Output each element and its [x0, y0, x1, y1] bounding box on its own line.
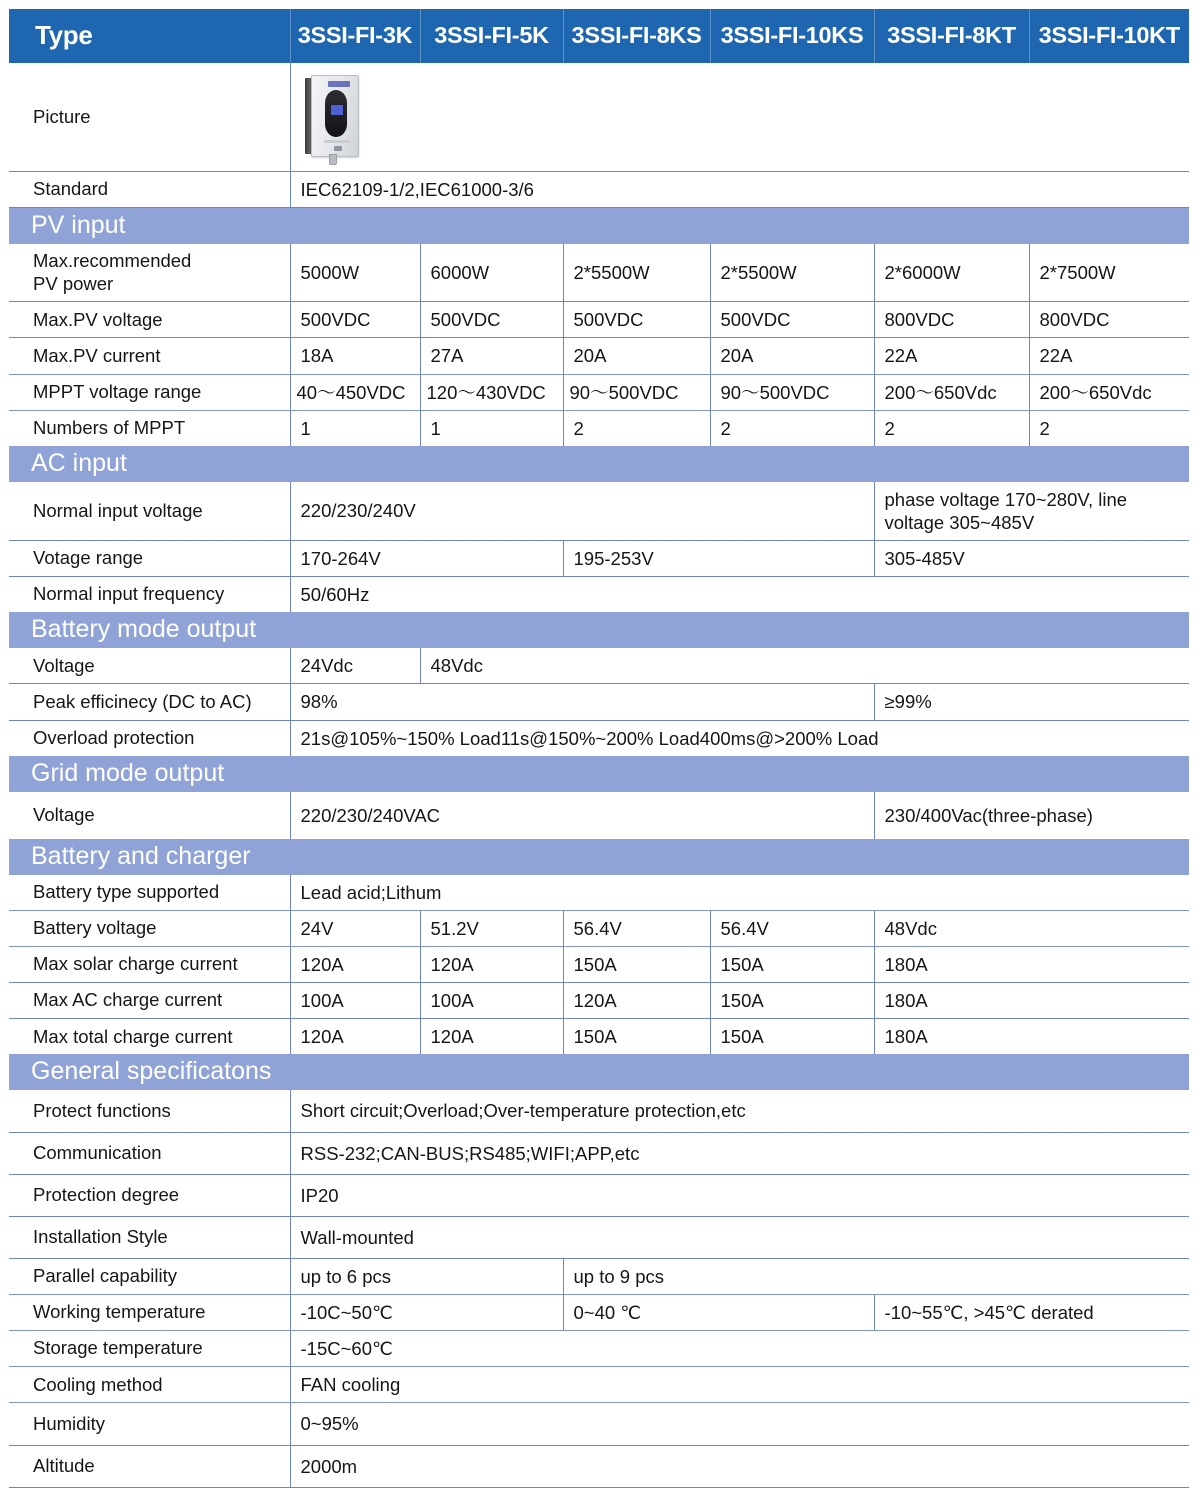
section-header-battery-mode-output: [9, 612, 1189, 648]
cell-value: 20A: [563, 338, 710, 374]
cell-value: 150A: [710, 983, 874, 1019]
row-label-normal-input-frequency: Normal input frequency: [9, 577, 290, 613]
cell-value: -10~55℃, >45℃ derated: [874, 1295, 1189, 1331]
section-title-grid-mode-output: Grid mode output: [9, 756, 1189, 792]
cell-value: 220/230/240VAC: [290, 792, 874, 839]
cell-value: 22A: [874, 338, 1029, 374]
cell-value: 40～450VDC: [290, 374, 420, 410]
row-label-overload-protection: Overload protection: [9, 720, 290, 756]
row-label-protect-functions: Protect functions: [9, 1090, 290, 1132]
table-row: [9, 374, 1189, 410]
section-title-battery-mode-output: Battery mode output: [9, 612, 1189, 648]
cell-value: 2000m: [290, 1445, 1189, 1487]
cell-value: 180A: [884, 1026, 928, 1048]
row-label-battery-voltage: Battery voltage: [9, 910, 290, 946]
cell-value: up to 6 pcs: [290, 1258, 563, 1294]
table-row: [9, 1403, 1189, 1445]
table-row: [9, 792, 1189, 839]
row-label-normal-input-voltage: Normal input voltage: [9, 482, 290, 541]
cell-value: 2: [710, 410, 874, 446]
row-label-parallel-capability: Parallel capability: [9, 1258, 290, 1294]
cell-value: RSS-232;CAN-BUS;RS485;WIFI;APP,etc: [290, 1132, 1189, 1174]
cell-value: 200～650Vdc: [1029, 374, 1189, 410]
table-row: [9, 1174, 1189, 1216]
row-label-storage-temperature: Storage temperature: [9, 1331, 290, 1367]
cell-value: 1: [420, 410, 563, 446]
cell-value: 20A: [710, 338, 874, 374]
cell-value: 0~95%: [290, 1403, 1189, 1445]
cell-value: 800VDC: [874, 302, 1029, 338]
cell-value: 48Vdc: [874, 910, 1189, 946]
table-row: [9, 410, 1189, 446]
table-row: [9, 482, 1189, 541]
table-row: [9, 302, 1189, 338]
cell-value: Wall-mounted: [290, 1216, 1189, 1258]
cell-value: 195-253V: [563, 541, 874, 577]
table-row: [9, 1331, 1189, 1367]
row-label-installation-style: Installation Style: [9, 1216, 290, 1258]
header-model-4: 3SSI-FI-10KS: [710, 9, 874, 63]
cell-value: 150A: [563, 1019, 710, 1055]
cell-value: 90～500VDC: [710, 374, 874, 410]
table-row: [9, 1367, 1189, 1403]
inverter-product-icon: [305, 75, 361, 159]
cell-value: Lead acid;Lithum: [290, 875, 1189, 911]
row-label-grid-voltage: Voltage: [9, 792, 290, 839]
section-title-ac-input: AC input: [9, 446, 1189, 482]
table-row: [9, 244, 1189, 302]
section-header-pv-input: [9, 208, 1189, 245]
row-label-max-total-charge-current: Max total charge current: [9, 1019, 290, 1055]
section-header-grid-mode-output: [9, 756, 1189, 792]
cell-value: 1: [290, 410, 420, 446]
cell-value: 120A: [290, 947, 420, 983]
cell-value: 48Vdc: [420, 648, 1189, 684]
table-header-row: [9, 9, 1189, 63]
cell-value: 2*6000W: [874, 244, 1029, 302]
cell-value: 22A: [1029, 338, 1189, 374]
cell-value: 24Vdc: [290, 648, 420, 684]
table-row: [9, 910, 1189, 946]
cell-value: 90～500VDC: [563, 374, 710, 410]
specification-table: [9, 9, 1189, 1488]
cell-value: 120A: [290, 1019, 420, 1055]
row-label-altitude: Altitude: [9, 1445, 290, 1487]
cell-value: 305-485V: [874, 541, 1189, 577]
section-header-general-specifications: [9, 1054, 1189, 1090]
table-row: [9, 648, 1189, 684]
cell-value: 2*7500W: [1029, 244, 1189, 302]
row-label-max-ac-charge-current: Max AC charge current: [9, 983, 290, 1019]
row-label-protection-degree: Protection degree: [9, 1174, 290, 1216]
cell-value: 180A: [874, 947, 1189, 983]
row-label-humidity: Humidity: [9, 1403, 290, 1445]
cell-value: 180A: [874, 983, 1189, 1019]
cell-value: 120A: [563, 983, 710, 1019]
cell-value: 220/230/240V: [290, 482, 874, 541]
table-row: [9, 1019, 1189, 1055]
cell-value: 150A: [563, 947, 710, 983]
row-label-max-solar-charge-current: Max solar charge current: [9, 947, 290, 983]
section-title-battery-and-charger: Battery and charger: [9, 839, 1189, 875]
cell-value: 21s@105%~150% Load11s@150%~200% Load400ms@>200% Load: [300, 727, 879, 749]
row-label-votage-range: Votage range: [9, 541, 290, 577]
cell-value: 100A: [290, 983, 420, 1019]
cell-value: ≥99%: [874, 684, 1189, 720]
table-row: [9, 338, 1189, 374]
header-type-label: Type: [9, 9, 290, 63]
row-label-cooling-method: Cooling method: [9, 1367, 290, 1403]
row-label-communication: Communication: [9, 1132, 290, 1174]
row-standard: [9, 172, 1189, 208]
cell-value: 2: [1039, 417, 1050, 439]
cell-value: up to 9 pcs: [563, 1258, 1189, 1294]
cell-value: 100A: [420, 983, 563, 1019]
table-row: [9, 1258, 1189, 1294]
cell-value: 56.4V: [710, 910, 874, 946]
table-row: [9, 1216, 1189, 1258]
header-model-1: 3SSI-FI-3K: [290, 9, 420, 63]
cell-value: 170-264V: [290, 541, 563, 577]
section-header-battery-and-charger: [9, 839, 1189, 875]
cell-value: 18A: [290, 338, 420, 374]
section-title-general-specifications: General specificatons: [9, 1054, 1189, 1090]
cell-value: 51.2V: [420, 910, 563, 946]
row-label-battery-voltage-output: Voltage: [9, 648, 290, 684]
cell-value: 2: [874, 410, 1029, 446]
table-row: [9, 1445, 1189, 1487]
cell-value: 500VDC: [290, 302, 420, 338]
cell-value: IP20: [290, 1174, 1189, 1216]
header-model-5: 3SSI-FI-8KT: [874, 9, 1029, 63]
row-label-peak-efficiency: Peak efficinecy (DC to AC): [9, 684, 290, 720]
cell-value: FAN cooling: [290, 1367, 1189, 1403]
cell-value: 150A: [710, 1019, 874, 1055]
table-row: [9, 720, 1189, 756]
cell-value: 2: [563, 410, 710, 446]
cell-value: 5000W: [290, 244, 420, 302]
header-model-2: 3SSI-FI-5K: [420, 9, 563, 63]
cell-value: 27A: [420, 338, 563, 374]
cell-value: 120～430VDC: [420, 374, 563, 410]
table-row: [9, 947, 1189, 983]
row-value-standard: IEC62109-1/2,IEC61000-3/6: [290, 172, 1189, 208]
row-label-working-temperature: Working temperature: [9, 1295, 290, 1331]
cell-value: 98%: [290, 684, 874, 720]
cell-value: Short circuit;Overload;Over-temperature protection,etc: [290, 1090, 1189, 1132]
cell-value: 50/60Hz: [300, 584, 370, 606]
cell-value: -15C~60℃: [290, 1331, 1189, 1367]
row-label-mppt-voltage-range: MPPT voltage range: [9, 374, 290, 410]
header-model-3: 3SSI-FI-8KS: [563, 9, 710, 63]
cell-value: 0~40 ℃: [563, 1295, 874, 1331]
row-label-battery-type-supported: Battery type supported: [9, 875, 290, 911]
cell-value: 500VDC: [563, 302, 710, 338]
product-picture-cell: [290, 63, 1189, 172]
table-row: [9, 577, 1189, 613]
cell-value: 500VDC: [420, 302, 563, 338]
cell-value: 2*5500W: [563, 244, 710, 302]
table-row: [9, 983, 1189, 1019]
cell-value: phase voltage 170~280V, line voltage 305~485V: [874, 482, 1189, 541]
cell-value: 800VDC: [1029, 302, 1189, 338]
section-header-ac-input: [9, 446, 1189, 482]
cell-value: 56.4V: [563, 910, 710, 946]
cell-value: 24V: [290, 910, 420, 946]
row-label-picture: Picture: [9, 63, 290, 172]
cell-value: 500VDC: [710, 302, 874, 338]
table-row: [9, 1295, 1189, 1331]
cell-value: 2*5500W: [710, 244, 874, 302]
table-row: [9, 541, 1189, 577]
table-row: [9, 1090, 1189, 1132]
cell-value: 6000W: [420, 244, 563, 302]
cell-value: -10C~50℃: [290, 1295, 563, 1331]
table-row: [9, 684, 1189, 720]
section-title-pv-input: PV input: [9, 208, 1189, 245]
cell-value: 120A: [420, 1019, 563, 1055]
table-row: [9, 1132, 1189, 1174]
header-model-6: 3SSI-FI-10KT: [1029, 9, 1189, 63]
row-label-numbers-of-mppt: Numbers of MPPT: [9, 410, 290, 446]
row-picture: [9, 63, 1189, 172]
row-label-max-recommended-pv-power: Max.recommended PV power: [9, 244, 290, 302]
cell-value: 150A: [710, 947, 874, 983]
cell-value: 120A: [420, 947, 563, 983]
row-label-max-pv-current: Max.PV current: [9, 338, 290, 374]
row-label-standard: Standard: [9, 172, 290, 208]
spec-sheet: [0, 9, 1198, 1477]
table-row: [9, 875, 1189, 911]
row-label-max-pv-voltage: Max.PV voltage: [9, 302, 290, 338]
cell-value: 200～650Vdc: [874, 374, 1029, 410]
cell-value: 230/400Vac(three-phase): [884, 804, 1093, 826]
